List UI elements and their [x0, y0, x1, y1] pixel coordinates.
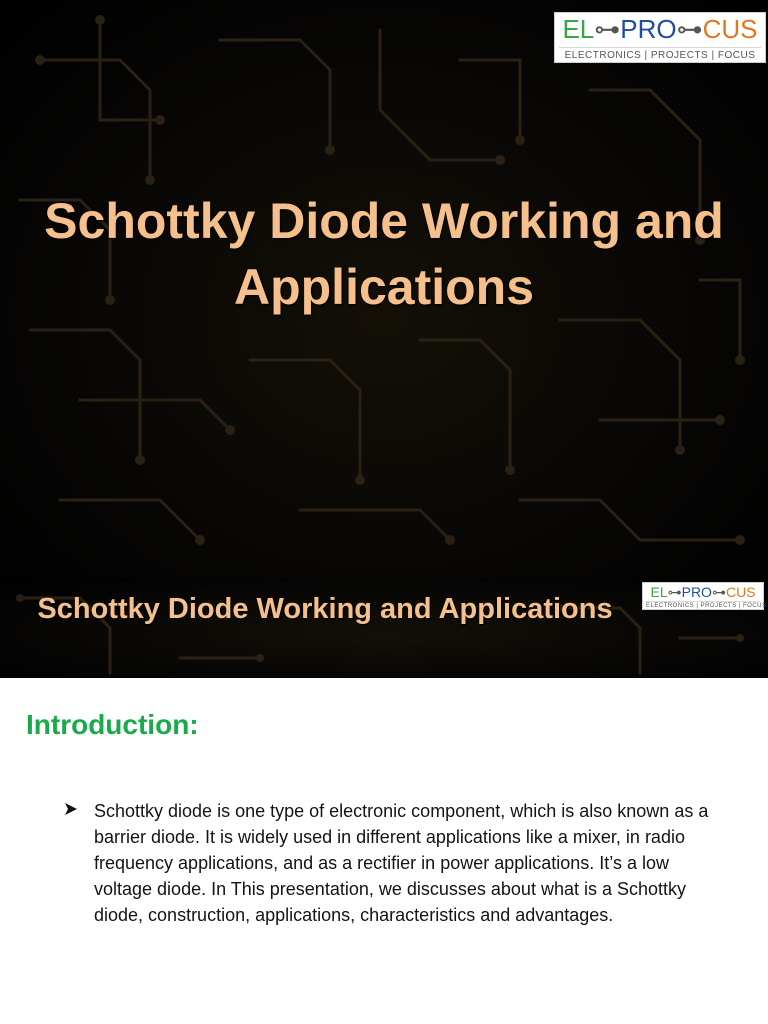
slide-content — [0, 678, 768, 1024]
bullet-item — [64, 798, 730, 928]
section-heading: Introduction: — [26, 709, 199, 740]
slide-title: Schottky Diode Working and Applications — [37, 593, 613, 625]
elprocus-logo — [554, 12, 766, 63]
second-slide-header — [0, 578, 768, 678]
elprocus-logo — [642, 582, 767, 610]
logo-tagline: ELECTRONICS | PROJECTS | FOCUS — [646, 603, 767, 609]
logo-wordmark: EL⊶PRO⊶CUS — [562, 14, 758, 44]
slide-title: Schottky Diode Working and Applications — [44, 193, 724, 315]
bullet-text: Schottky diode is one type of electronic component, which is also known as a barrier diode. It is widely used in different applications like a mixer, in radio frequency applications, and as a rectifier in power applications. It’s a low voltage diode. In This presentation, we discusses about what is a Schottky diode, construction, applications, characteristics and advantages. — [94, 801, 709, 925]
arrow-bullet-icon — [64, 802, 78, 816]
logo-wordmark: EL⊶PRO⊶CUS — [650, 584, 756, 600]
logo-tagline: ELECTRONICS | PROJECTS | FOCUS — [559, 47, 761, 63]
